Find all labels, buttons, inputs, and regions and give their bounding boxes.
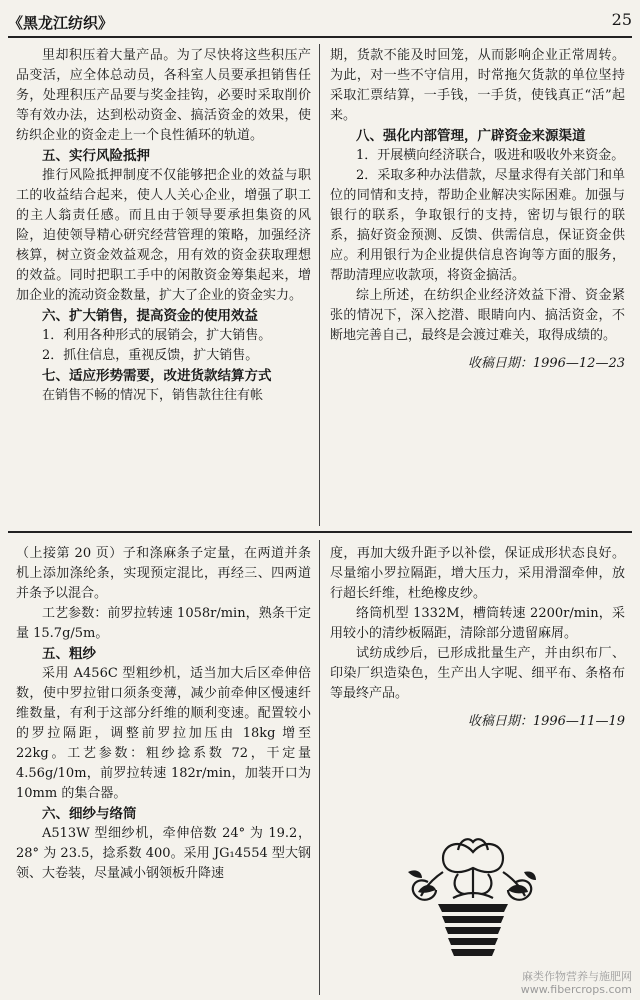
- paragraph: 试纺成纱后，已形成批量生产，并由织布厂、印染厂织造染色，生产出人字呢、细平布、条格布等最终产品。: [330, 646, 625, 701]
- section-heading: 七、适应形势需要，改进货款结算方式: [42, 368, 272, 384]
- paragraph: 络筒机型 1332M，槽筒转速 2200r/min，采用较小的清纱板隔距，清除部分遗留麻屑。: [330, 606, 625, 641]
- watermark-line-1: 麻类作物营养与施肥网: [522, 970, 632, 983]
- paragraph-continued: 期，货款不能及时回笼，从而影响企业正常周转。为此，对一些不守信用，时常拖欠货款的单位坚持采取汇票结算，一手钱，一手货，使钱真正“活”起来。: [330, 48, 625, 123]
- paragraph: 在销售不畅的情况下，销售款往往有帐: [42, 388, 264, 403]
- paragraph: A513W 型细纱机，牵伸倍数 24° 为 19.2，28° 为 23.5，捻系数 400。采用 JG₁4554 型大钢领、大卷装，尽量减小钢领板升降速: [16, 826, 311, 881]
- paragraph-continued: （上接第 20 页）子和涤麻条子定量，在两道并条机上添加涤纶条，实现预定混比，再经三、四两道并条予以混合。: [16, 546, 311, 601]
- list-item: 1．利用各种形式的展销会，扩大销售。: [42, 328, 272, 343]
- paragraph: 综上所述，在纺织企业经济效益下滑、资金紧张的情况下，深入挖潜、眼睛向内、搞活资金，不断地完善自己，最终是会渡过难关，取得成绩的。: [330, 288, 625, 343]
- journal-title: 《黑龙江纺织》: [8, 14, 114, 32]
- list-item: 2．采取多种办法借款，尽量求得有关部门和单位的同情和支持，帮助企业解决实际困难。加强与银行的联系，争取银行的支持，密切与银行的联系，搞好资金预测、反馈、供需信息，保证资金供应。利用银行为企业提供信息咨询等方面的服务，帮助清理应收款项，将资金搞活。: [330, 168, 625, 283]
- article-column-top-right: [330, 46, 625, 374]
- paragraph: 采用 A456C 型粗纱机，适当加大后区牵伸倍数，使中罗拉钳口须条变薄，减少前牵伸区慢速纤维数量，有利于这部分纤维的顺利变速。配置较小的罗拉隔距，调整前罗拉加压由 18kg 增至 22kg。工艺参数：粗纱捻系数 72，干定量 4.56g/10m，前罗拉转速 182r/min，加装开口为 10mm 的集合器。: [16, 666, 311, 801]
- section-heading: 六、细纱与络筒: [42, 806, 137, 822]
- paragraph: 工艺参数：前罗拉转速 1058r/min，熟条干定量 15.7g/5m。: [16, 606, 311, 641]
- section-heading: 八、强化内部管理，广辟资金来源渠道: [356, 128, 586, 144]
- paragraph: 推行风险抵押制度不仅能够把企业的效益与职工的收益结合起来，使人人关心企业，增强了职工的主人翁责任感。而且由于领导要承担集资的风险，迫使领导精心研究经营管理的策略，加强经济核算，树立资金效益观念，用有效的资金获取理想的效益。同时把职工手中的闲散资金筹集起来，增加企业的流动资金数量，扩大了企业的资金实力。: [16, 168, 311, 303]
- section-heading: 六、扩大销售，提高资金的使用效益: [42, 308, 258, 324]
- section-divider: [8, 531, 632, 533]
- watermark-line-2: www.fibercrops.com: [520, 983, 632, 996]
- watermark: [521, 970, 632, 996]
- paragraph-continued: 度，再加大级升距予以补偿，保证成形状态良好。尽量缩小罗拉隔距，增大压力，采用滑溜牵伸，放行超长纤维，杜绝橡皮纱。: [330, 546, 625, 601]
- list-item: 1．开展横向经济联合，吸进和吸收外来资金。: [356, 148, 625, 163]
- list-item: 2．抓住信息，重视反馈，扩大销售。: [42, 348, 259, 363]
- section-heading: 五、实行风险抵押: [42, 148, 150, 164]
- flower-vase-illustration: [398, 812, 548, 962]
- top-rule: [8, 36, 632, 38]
- received-date: 收稿日期：1996—11—19: [467, 714, 625, 729]
- paragraph: 里却积压着大量产品。为了尽快将这些积压产品变活，应全体总动员，各科室人员要承担销售任务，处理积压产品要与奖金挂钩，必要时采取削价等有效办法，达到松动资金、搞活资金的效果，使纺织企业的资金走上一个良性循环的轨道。: [16, 48, 311, 143]
- article-column-bottom-left: [16, 544, 311, 884]
- section-heading: 五、粗纱: [42, 646, 96, 662]
- page-number: 25: [611, 10, 632, 29]
- article-column-bottom-right: [330, 544, 625, 732]
- column-divider-bottom: [319, 540, 320, 995]
- column-divider-top: [319, 44, 320, 526]
- page-header: [8, 6, 632, 36]
- received-date: 收稿日期：1996—12—23: [467, 356, 625, 371]
- article-column-top-left: [16, 46, 311, 406]
